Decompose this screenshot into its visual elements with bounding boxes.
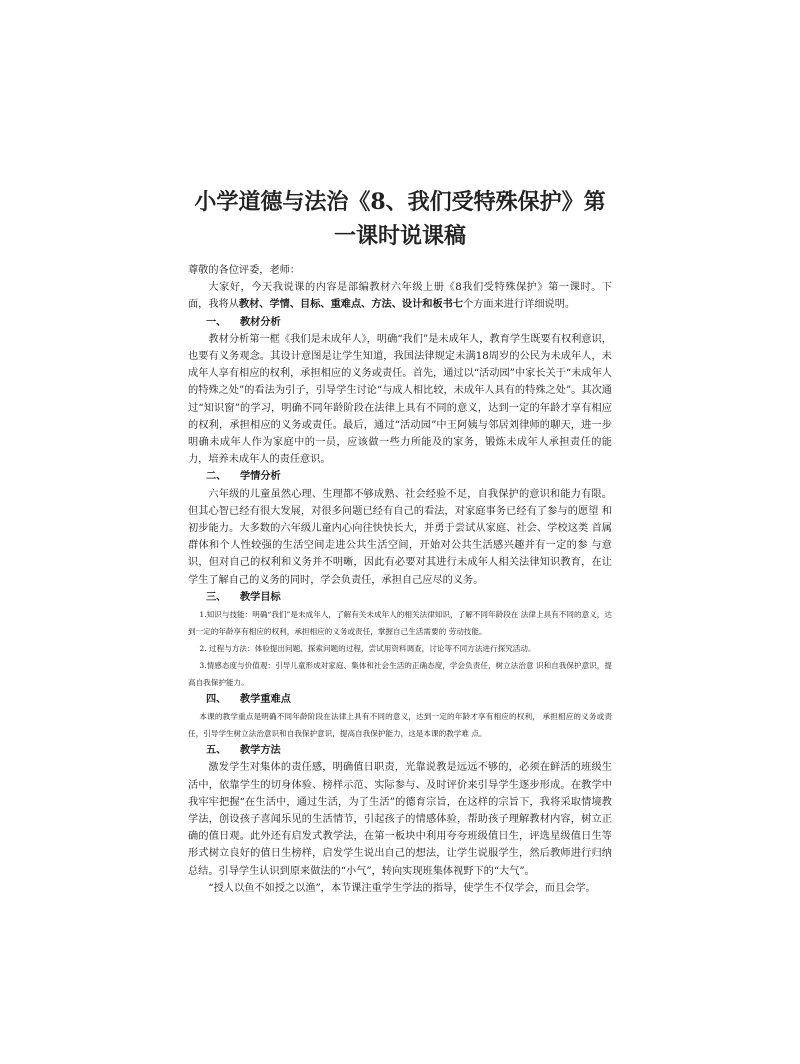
section-number: 三、 bbox=[206, 590, 227, 603]
section-title: 学情分析 bbox=[240, 470, 281, 483]
section-2-paragraph: 六年级的儿童虽然心理、生理都不够成熟、社会经验不足，自我保护的意识和能力有限。但其心智已经有很大发展，对很多问题已经有自己的看法，对家庭事务已经有了参与的愿望 和初步能力。大多数的六年级儿童内心向往快快长大，并勇于尝试从家庭、社会、学校这类 首属群体和个人性较强的生活空间走进公共生活空间，开始对公共生活感兴趣并有一定的参 与意识，但对自己的权利和义务并不明晰，因此有必要对其进行未成年人相关法律知识教育，在让学生了解自己的义务的同时，学会负责任，承担自己应尽的义务。 bbox=[188, 488, 612, 586]
section-title: 教学重难点 bbox=[240, 693, 291, 706]
section-number: 二、 bbox=[206, 470, 227, 483]
document-body bbox=[188, 262, 612, 897]
objectives-list bbox=[188, 606, 612, 691]
section-1-paragraph: 教材分析第一框《我们是未成年人》，明确“我们”是未成年人，教育学生既要有权利意识，也要有义务观念。其设计意图是让学生知道，我国法律规定未满18周岁的公民为未成年人，未成年人享有相应的权利，承担相应的义务或责任。首先，通过以“活动园”中家长关于“未成年人的特殊之处”的看法为引子，引导学生讨论“与成人相比较，未成年人具有的特殊之处”。其次通过“知识窗”的学习，明确不同年龄阶段在法律上具有不同的意义，达到一定的年龄才享有相应的权利，承担相应的义务或责任。最后，通过“活动园”中王阿姨与邻居刘律师的聊天，进一步明确未成年人作为家庭中的一员，应该做一些力所能及的家务，锻炼未成年人承担责任的能力，培养未成年人的责任意识。 bbox=[188, 333, 612, 466]
intro-paragraph bbox=[188, 279, 612, 313]
section-heading-5 bbox=[188, 742, 612, 759]
section-5-paragraph-2: “授人以鱼不如授之以渔”，本节课注重学生学法的指导，使学生不仅学会，而且会学。 bbox=[208, 882, 596, 894]
section-title: 教材分析 bbox=[240, 315, 281, 328]
document-title bbox=[180, 185, 620, 253]
section-title: 教学方法 bbox=[240, 744, 281, 757]
section-number: 五、 bbox=[206, 744, 227, 757]
intro-text-bold: 教材、学情、目标、重难点、方法、设计和板书七 bbox=[238, 298, 464, 311]
objective-item: 1.知识与技能：明确“我们”是未成年人，了解有关未成年人的相关法律知识，了解不同年龄段在 法律上具有不同的意义，达到一定的年龄享有相应的权利，承担相应的义务或责任，掌握自己生活需要的 劳动技能。 bbox=[188, 610, 612, 637]
section-4-paragraph: 本课的教学重点是明确不同年龄阶段在法律上具有不同的意义，达到一定的年龄才享有相应的权利， 承担相应的义务或责任，引导学生树立法治意识和自我保护意识，提高自我保护能力，这是本课的教学难 点。 bbox=[188, 712, 612, 739]
objective-item: 3.情感态度与价值观：引导儿童形成对家庭、集体和社会生活的正确态度，学会负责任，树立法治意 识和自我保护意识，提高自我保护能力。 bbox=[188, 661, 612, 688]
section-heading-4 bbox=[188, 691, 612, 708]
key-points-block bbox=[188, 708, 612, 742]
greeting: 尊敬的各位评委，老师： bbox=[188, 265, 301, 276]
section-number: 四、 bbox=[206, 693, 227, 706]
title-line-2: 一课时说课稿 bbox=[333, 223, 466, 249]
section-5-paragraph: 激发学生对集体的责任感，明确值日职责，光靠说教是远远不够的，必须在鲜活的班级生活中，依靠学生的切身体验、榜样示范、实际参与、及时评价来引导学生逐步形成。在教学中我牢牢把握“在生活中，通过生活，为了生活”的德育宗旨，在这样的宗旨下，我将采取情境教学法，创设孩子喜闻乐见的生活情节，引起孩子的情感体验，帮助孩子理解教材内容，树立正确的值日观。此外还有启发式教学法，在第一板块中利用夸夸班级值日生，评选星级值日生等形式树立良好的值日生榜样，启发学生说出自己的想法，让学生说服学生，然后教师进行归纳总结。引导学生认识到原来做法的“小气”，转向实现班集体视野下的“大气”。 bbox=[188, 762, 612, 877]
title-line-1: 小学道德与法治《8、我们受特殊保护》第 bbox=[194, 189, 606, 215]
section-title: 教学目标 bbox=[240, 590, 281, 603]
objective-item: 2. 过程与方法：体验提出问题、探索问题的过程，尝试用资料调查，讨论等不同方法进行探究活动。 bbox=[199, 644, 536, 654]
section-heading-2 bbox=[188, 468, 612, 485]
section-heading-3 bbox=[188, 589, 612, 606]
section-heading-1 bbox=[188, 314, 612, 331]
intro-text-a: 大家好，今天我说课的内容是部编教材六年级上册《8我们受特殊保护》第一课时。下面，我将从 bbox=[188, 282, 612, 311]
intro-text-c: 个方面来进行详细说明。 bbox=[463, 299, 576, 311]
section-number: 一、 bbox=[206, 315, 227, 328]
